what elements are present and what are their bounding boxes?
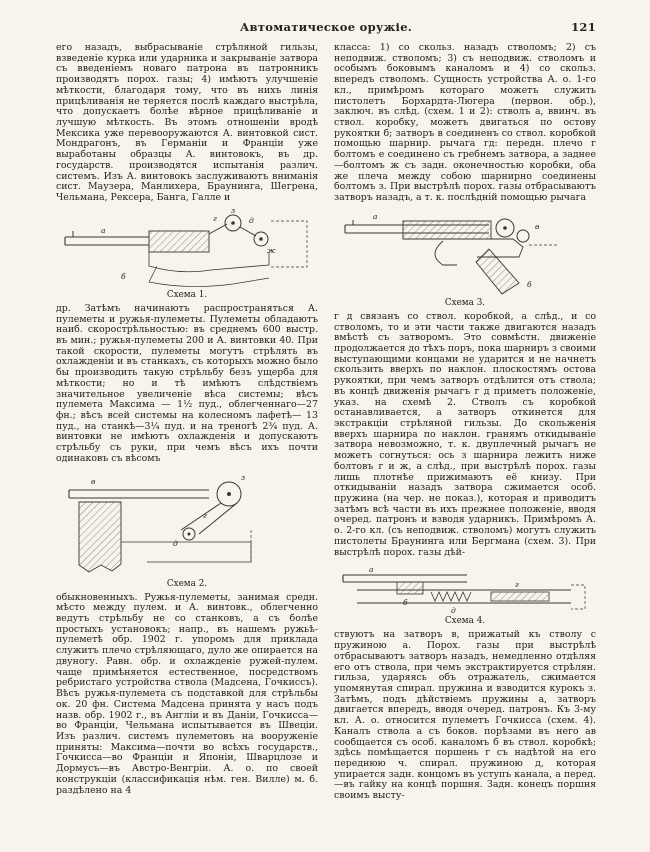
figure-part-label: г bbox=[213, 213, 217, 223]
page-number: 121 bbox=[571, 20, 596, 34]
body-paragraph: его назадъ, выбрасываніе стрѣляной гильзы, взведеніе курка или ударника и закрываніе затвора съ введеніемъ новаго патрона въ патронникъ производятъ порох. газы; 4) имѣютъ улучшеніе мѣткости, благодаря тому, что въ нихъ линія прицѣливанія не теряется послѣ каждаго выстрѣла, что допускаетъ болѣе вѣрное прицѣливаніе и лучшую мѣткость. Въ этомъ отношеніи вродѣ Мексика уже перевооружаются А. винтовкой сист. Мондрагонъ, въ Германіи и Франціи уже выработаны образцы А. винтовокъ, въ др. государств. производятся испытанія различ. системъ. Изъ А. винтовокъ заслуживаютъ вниманія сист. Маузера, Манлихера, Браунинга, Шегрена, Чельмана, Рексера, Банга, Галле и bbox=[56, 42, 318, 204]
figure-part-label: б bbox=[527, 279, 532, 289]
figure-schema-3 bbox=[334, 209, 596, 308]
figure-part-label: д bbox=[173, 538, 178, 548]
figure-part-label: д bbox=[451, 606, 456, 616]
figure-part-label: ж bbox=[267, 245, 276, 255]
figure-part-label: а bbox=[373, 211, 378, 221]
figure-caption: Схема 3. bbox=[444, 297, 486, 308]
body-paragraph: ствуютъ на затворъ в, прижатый къ стволу с пружиною а. Порох. газы при выстрѣлѣ отбрасываютъ затворъ назадъ, немедленно отдѣляя его отъ ствола, при чемъ экстрактируется стрѣлян. гильза, ударяясь объ отражатель, сжимается упомянутая спирал. пружина и взводится курокъ з. Затѣмъ, подъ дѣйствіемъ пружины а, затворъ двигается впередъ, вводя очеред. патронъ. Къ 3-му кл. А. о. относится пулеметъ Гочкисса (схем. 4). Каналъ ствола а съ боков. порѣзами въ него ав сообщается съ особ. каналомъ б въ ствол. коробкѣ; здѣсь помѣщается поршень г съ надѣтой на его переднюю ч. спирал. пружиною д, которая упирается задн. концомъ въ уступъ канала, а перед.—въ гайку на концѣ поршня. Задн. конецъ поршня своимъ высту- bbox=[334, 629, 596, 802]
figure-schema-4 bbox=[334, 563, 596, 626]
figure-part-label: г bbox=[515, 580, 519, 590]
figure-part-label: в bbox=[91, 476, 96, 486]
figure-part-label: а bbox=[101, 225, 106, 235]
figure-caption: Схема 1. bbox=[166, 289, 208, 300]
right-column bbox=[334, 43, 596, 803]
figure-caption: Схема 4. bbox=[444, 616, 486, 627]
left-column bbox=[56, 43, 318, 803]
figure-caption: Схема 2. bbox=[166, 578, 208, 589]
figure-part-label: б bbox=[403, 598, 408, 608]
running-header bbox=[56, 20, 596, 34]
figure-part-label: з bbox=[231, 208, 236, 215]
figure-part-label: б bbox=[121, 271, 126, 281]
figure-schema-1 bbox=[56, 209, 318, 300]
schema-2-drawing bbox=[61, 470, 313, 578]
figure-part-label: в bbox=[535, 221, 540, 231]
figure-part-label: а bbox=[369, 565, 374, 575]
text-columns bbox=[56, 43, 596, 803]
figure-part-label: д bbox=[249, 215, 254, 225]
page-header-title: Автоматическое оружіе. bbox=[239, 20, 413, 34]
figure-part-label: з bbox=[241, 472, 246, 482]
figure-schema-2 bbox=[56, 470, 318, 589]
figure-part-label: г bbox=[203, 510, 207, 520]
body-paragraph: класса: 1) со скольз. назадъ стволомъ; 2) съ неподвиж. стволомъ; 3) съ неподвиж. стволомъ и особымъ боковымъ каналомъ и 4) со скольз. впередъ стволомъ. Сущность устройства А. о. 1-го кл., примѣромъ котораго можетъ служить пистолетъ Борхардта-Люгера (первон. обр.), заключ. въ слѣд. (схем. 1 и 2): стволъ а, ввинч. въ ствол. коробку, можетъ двигаться по остову рукоятки б; затворъ в соединенъ со ствол. коробкой помощью шарнир. рычага гд: передн. плечо г болтомъ е соединено съ гребнемъ затвора, а заднее—болтомъ ж съ задн. оконечностью коробки, оба же плеча между собою шарнирно соединены болтомъ з. При выстрѣлѣ порох. газы отбрасываютъ затворъ назадъ, а т. к. послѣдній помощью рычага bbox=[334, 42, 596, 204]
schema-1-drawing bbox=[61, 209, 313, 289]
schema-4-drawing bbox=[339, 563, 591, 615]
body-paragraph: г д связанъ со ствол. коробкой, а слѣд., и со стволомъ, то и эти части также двигаются назадъ вмѣстѣ съ затворомъ. Это совмѣстн. движеніе продолжается до тѣхъ поръ, пока шарниръ з своими выступающими концами не ударится и не начнетъ скользить вверхъ по наклон. плоскостямъ остова рукоятки, при чемъ затворъ отдѣлится отъ ствола; въ концѣ движенія рычагъ г д приметъ положеніе, указ. на схемѣ 2. Стволъ съ коробкой останавливается, а затворъ откинется для экстракціи стрѣляной гильзы. До скольженія вверхъ шарнира по наклон. гранямъ откидываніе затвора невозможно, т. к. двуплечный рычагъ не можетъ согнуться: ось з шарнира лежитъ ниже болтовъ г и ж, а слѣд., при выстрѣлѣ порох. газы лишь плотнѣе прижимаютъ её книзу. При откидываніи назадъ затвора сжимается особ. пружина (на чер. не показ.), которая и приводитъ затѣмъ всѣ части въ ихъ прежнее положеніе, вводя очеред. патронъ и взводя ударникъ. Примѣромъ А. о. 2-го кл. (съ неподвиж. стволомъ) могутъ служить пистолеты Браунинга или Бергмана (схем. 3). При выстрѣлѣ порох. газы дѣй- bbox=[334, 310, 596, 558]
schema-3-drawing bbox=[339, 209, 591, 297]
body-paragraph: обыкновенныхъ. Ружья-пулеметы, занимая средн. мѣсто между пулем. и А. винтовк., облегченно ведутъ стрѣльбу не со станковъ, а съ болѣе простыхъ установокъ; напр., въ нашемъ ружьѣ-пулеметѣ обр. 1902 г. упоромъ для приклада служитъ плечо стрѣляющаго, дуло же опирается на двуногу. Равн. обр. и охлажденіе ружей-пулем. чаще примѣняется естественное, посредствомъ ребристаго устройства ствола (Мадсена, Гочкиссъ). Вѣсъ ружья-пулемета съ подставкой для стрѣльбы ок. 20 фн. Система Мадсена принята у насъ подъ назв. обр. 1902 г., въ Англіи и въ Даніи, Гочкисса—во Франціи, Чельмана испытывается въ Швеціи. Изъ различ. системъ пулеметовъ на вооруженіе приняты: Максима—почти во всѣхъ государств., Гочкисса—во Франціи и Японіи, Шварцлозе и Дормусъ—въ Австро-Венгріи. А. о. по своей конструкціи (классификація нѣм. ген. Вилле) м. б. раздѣлено на 4 bbox=[56, 591, 318, 796]
body-paragraph: др. Затѣмъ начинаютъ распространяться А. пулеметы и ружья-пулеметы. Пулеметы обладаютъ наиб. скорострѣльностью: въ среднемъ 600 выстр. въ мин.; ружья-пулеметы 200 и А. винтовки 40. При такой скорости, пулеметы могутъ стрѣлять въ охлажденіи и въ станкахъ, съ которыхъ можно было бы производить такую стрѣльбу безъ ущерба для мѣткости; но и тѣ имѣютъ слѣдствіемъ значительное увеличеніе вѣса системы; вѣсъ пулемета Максима — 1½ пуд., облегченнаго—27 фн.; вѣсъ всей системы на колесномъ лафетѣ— 13 пуд., на станкѣ—3¼ пуд. и на треногѣ 2¾ пуд. А. винтовки не имѣютъ охлажденія и допускаютъ стрѣльбу съ руки, при чемъ вѣсъ ихъ почти одинаковъ съ вѣсомъ bbox=[56, 302, 318, 464]
